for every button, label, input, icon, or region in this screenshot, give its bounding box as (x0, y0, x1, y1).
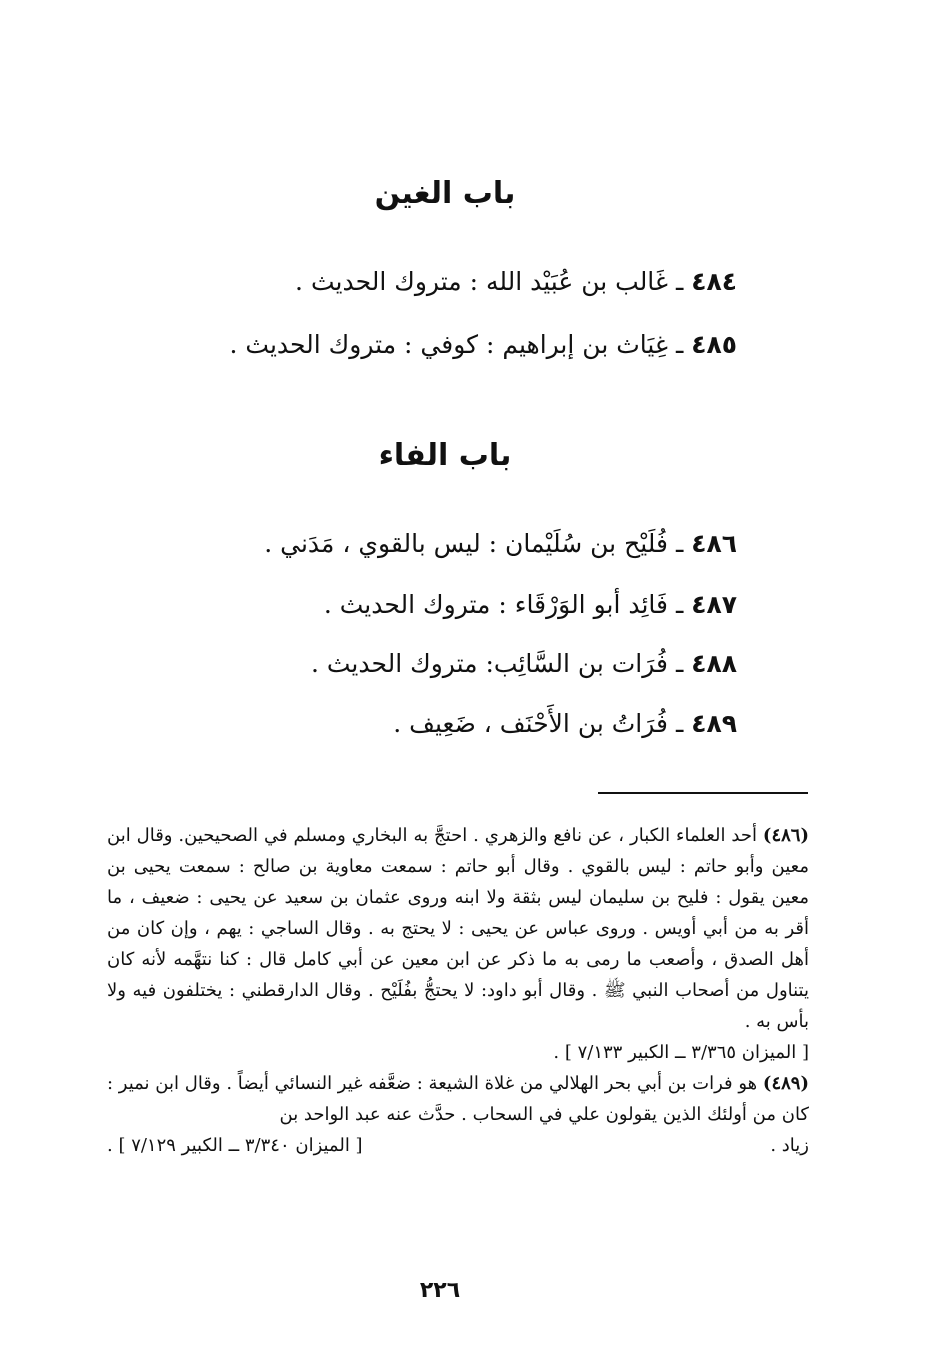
chapter-heading-ghayn: باب الغين (374, 176, 516, 211)
entry-number: ٤٨٦ (691, 529, 737, 558)
entry-text: غِيَاث بن إبراهيم : كوفي : متروك الحديث . (229, 330, 668, 359)
entry-text: غَالب بن عُبَيْد الله : متروك الحديث . (295, 267, 668, 296)
entry-number: ٤٨٥ (691, 330, 737, 359)
footnote-text: هو فرات بن أبي بحر الهلالي من غلاة الشيعة : ضعَّفه غير النسائي أيضاً . وقال ابن نمير : كان من أولئك الذين يقولون علي في السحاب . حدَّث عنه عبد الواحد بن (107, 1073, 809, 1125)
entry-488: ٤٨٨ ـ فُرَات بن السَّائِب: متروك الحديث . (310, 649, 737, 678)
entry-number: ٤٨٩ (691, 709, 737, 738)
entry-489: ٤٨٩ ـ فُرَاتُ بن الأَحْنَف ، ضَعِيف . (393, 709, 737, 738)
entry-number: ٤٨٧ (691, 590, 737, 619)
footnote-number: (٤٨٦) (762, 825, 809, 846)
footnote-tail-line (107, 1130, 809, 1161)
footnote-number: (٤٨٩) (762, 1073, 809, 1094)
entry-text: فُرَاتُ بن الأَحْنَف ، ضَعِيف . (393, 709, 668, 738)
entry-text: فُرَات بن السَّائِب: متروك الحديث . (310, 649, 668, 678)
entry-text: فَائِد أبو الوَرْقَاء : متروك الحديث . (323, 590, 668, 619)
footnote-separator (598, 792, 808, 794)
footnote-reference: [ الميزان ٣/٣٦٥ ــ الكبير ٧/١٣٣ ] . (553, 1042, 809, 1063)
entry-text: فُلَيْح بن سُلَيْمان : ليس بالقوي ، مَدَني . (264, 529, 668, 558)
footnote-486 (107, 820, 809, 1068)
page-number: ٢٢٦ (419, 1278, 461, 1303)
footnote-489 (107, 1068, 809, 1130)
entry-486: ٤٨٦ ـ فُلَيْح بن سُلَيْمان : ليس بالقوي ، مَدَني . (264, 529, 737, 558)
footnotes (107, 820, 809, 1161)
footnote-reference: [ الميزان ٣/٣٤٠ ــ الكبير ٧/١٢٩ ] . (107, 1135, 363, 1156)
entry-485: ٤٨٥ ـ غِيَاث بن إبراهيم : كوفي : متروك الحديث . (229, 330, 737, 359)
entry-487: ٤٨٧ ـ فَائِد أبو الوَرْقَاء : متروك الحديث . (323, 590, 737, 619)
footnote-text: أحد العلماء الكبار ، عن نافع والزهري . احتجَّ به البخاري ومسلم في الصحيحين. وقال ابن معين وأبو حاتم : ليس بالقوي . وقال أبو حاتم : سمعت معاوية بن صالح : سمعت يحيى بن معين يقول : فليح بن سليمان ليس بثقة ولا ابنه وروى عثمان بن سعيد عن يحيى : ضعيف ، ما أقر به من أبي أويس . وروى عباس عن يحيى : لا يحتج به . وقال الساجي : يهم ، وإن كان من أهل الصدق ، وأصعب ما رمى به ما ذكر عن ابن معين عن أبي كامل قال : كنا نتهَّمه لأنه كان يتناول من أصحاب النبي ﷺ . وقال أبو داود: لا يحتجُّ بفُلَيْح . وقال الدارقطني : يختلفون فيه ولا بأس به . (107, 825, 809, 1032)
entry-number: ٤٨٨ (691, 649, 737, 678)
entry-484: ٤٨٤ ـ غَالب بن عُبَيْد الله : متروك الحديث . (295, 267, 737, 296)
entry-number: ٤٨٤ (691, 267, 737, 296)
footnote-tail: زياد . (770, 1135, 809, 1156)
chapter-heading-fa: باب الفاء (378, 438, 512, 473)
